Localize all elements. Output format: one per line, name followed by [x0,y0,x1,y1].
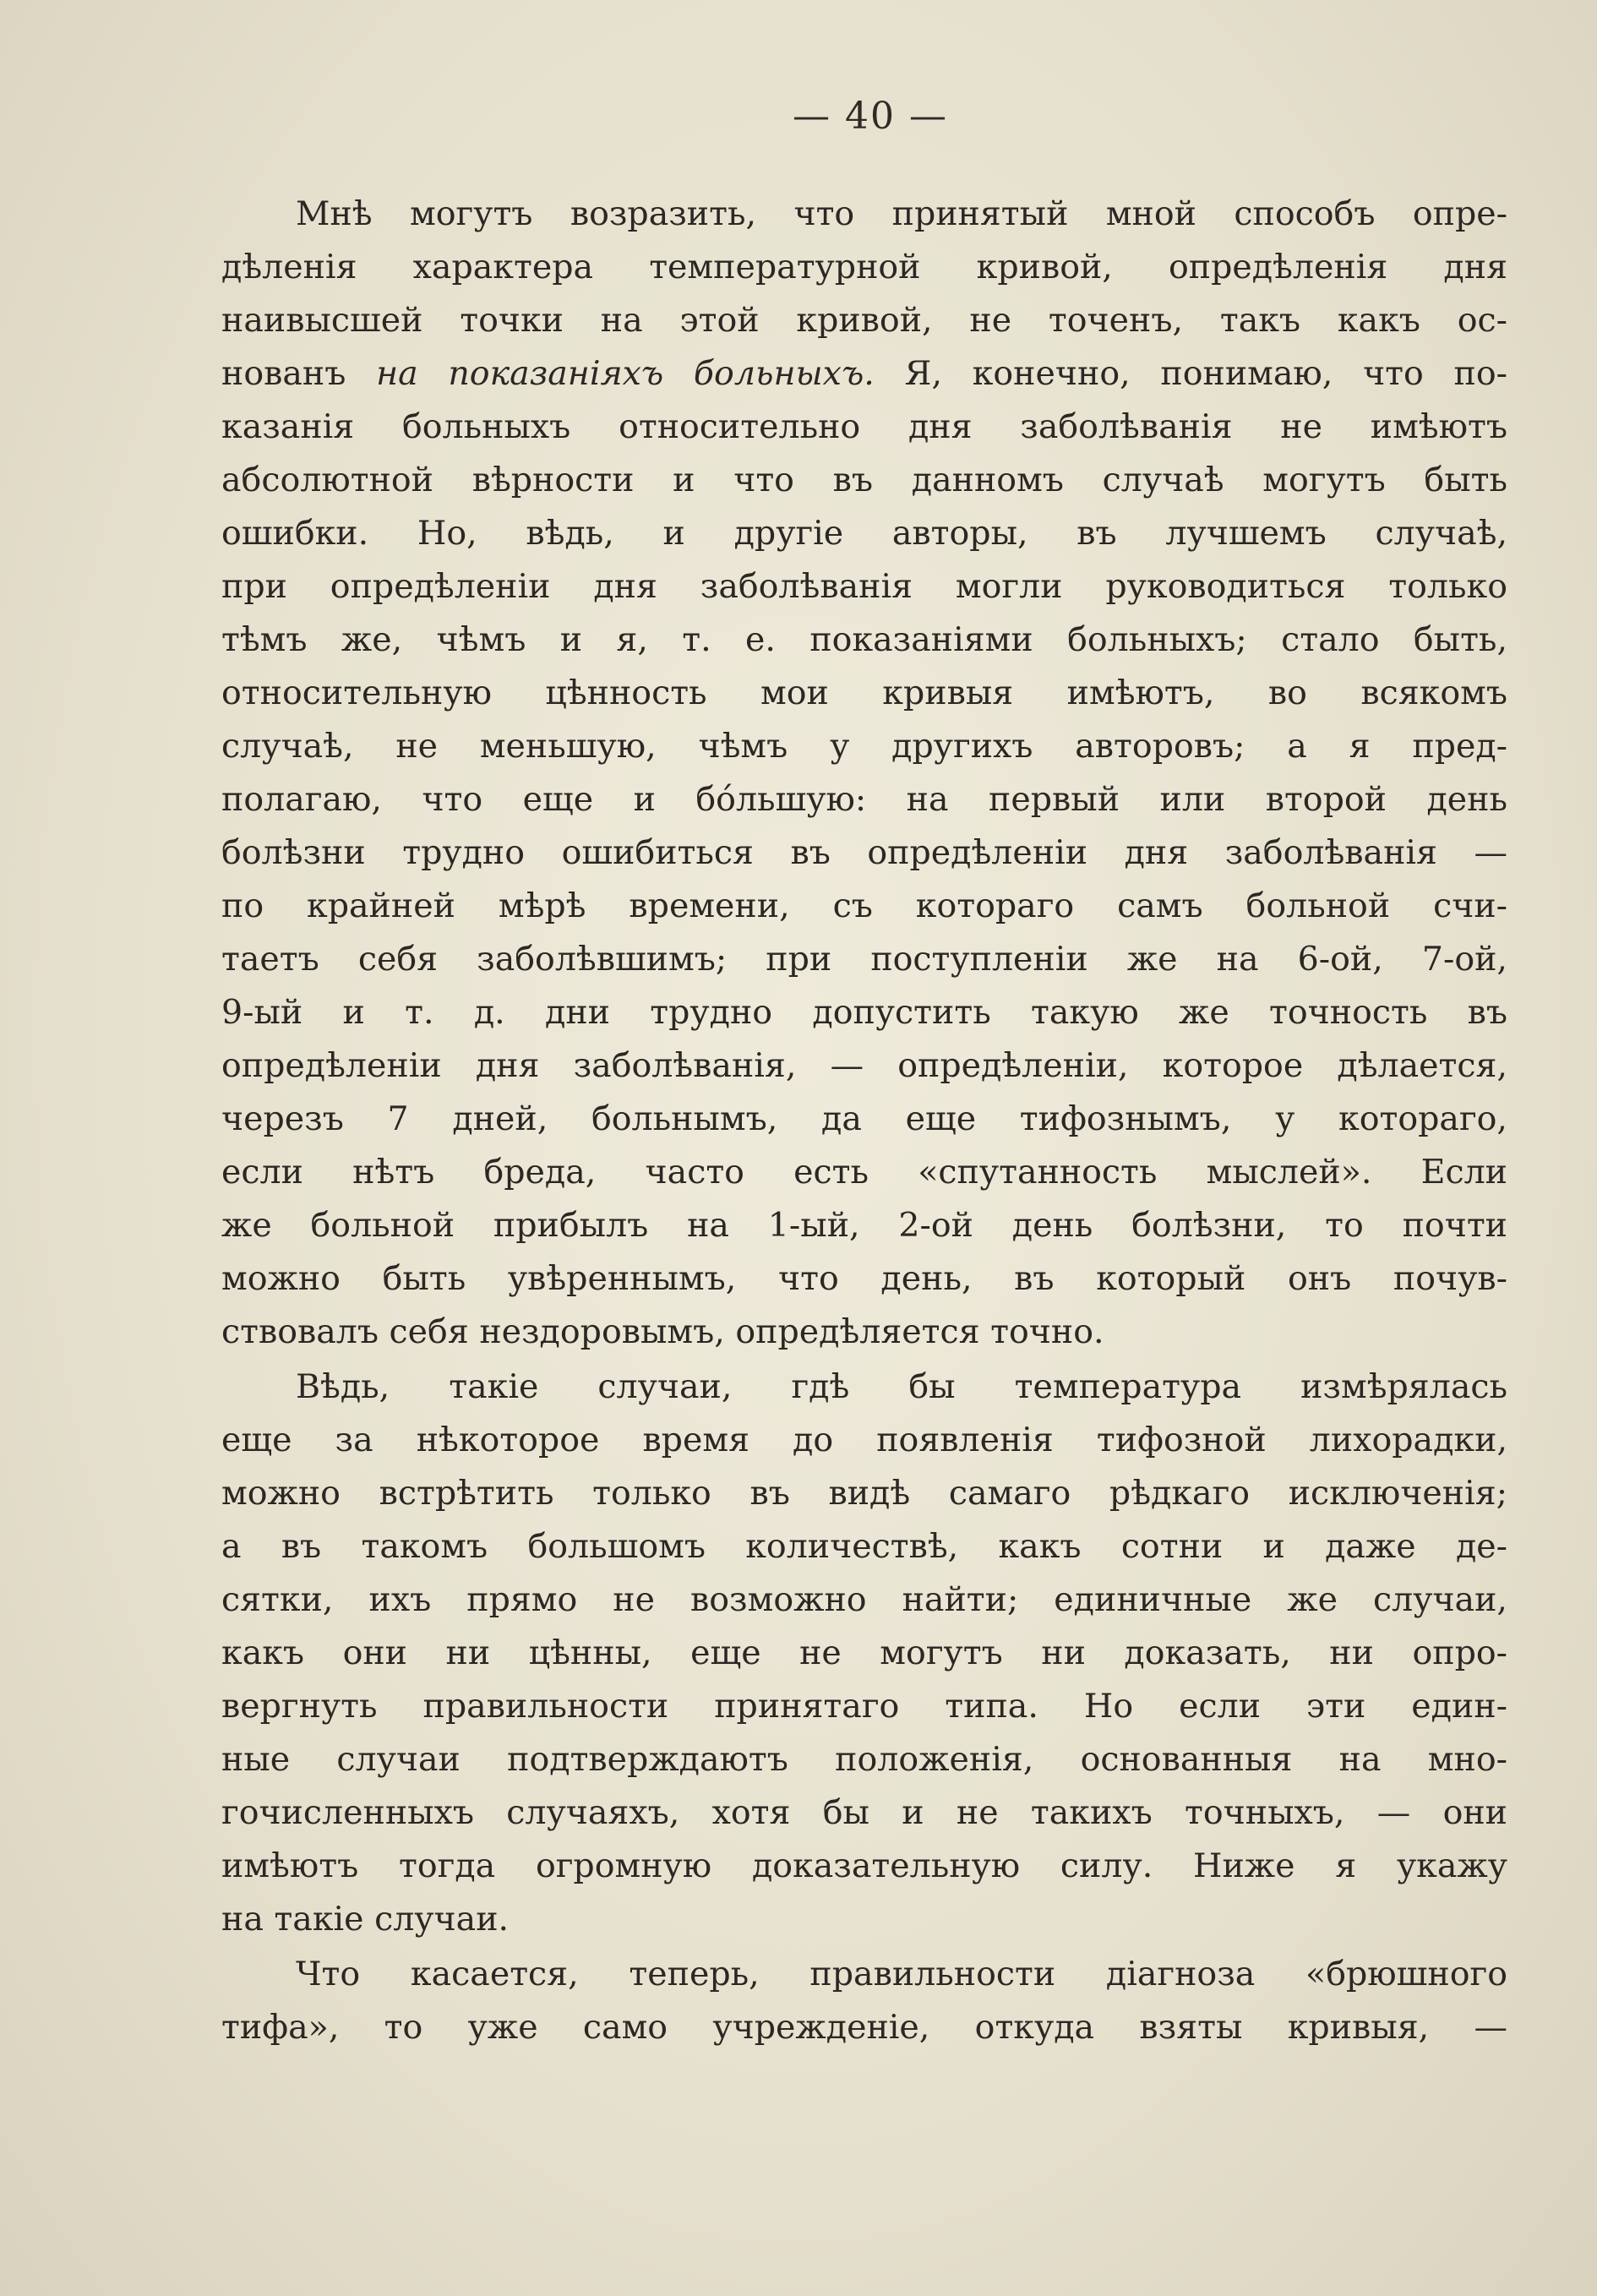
text-line: же больной прибылъ на 1-ый, 2-ой день болѣзни, то почти [221,1206,1507,1245]
text-line: абсолютной вѣрности и что въ данномъ случаѣ могутъ быть [221,461,1507,499]
text-line: ствовалъ себя нездоровымъ, опредѣляется точно. [221,1312,1104,1351]
text-line: гочисленныхъ случаяхъ, хотя бы и не такихъ точныхъ, — они [221,1793,1507,1832]
text-line: дѣленія характера температурной кривой, опредѣленія дня [221,248,1507,286]
text-line: Вѣдь, такіе случаи, гдѣ бы температура измѣрялась [296,1367,1507,1406]
paragraph-2 [221,1361,1507,1946]
text-line: Мнѣ могутъ возразить, что принятый мной способъ опре- [296,194,1507,233]
text-line: можно встрѣтить только въ видѣ самаго рѣдкаго исключенія; [221,1474,1507,1513]
text-line: еще за нѣкоторое время до появленія тифозной лихорадки, [221,1421,1507,1459]
text-line: относительную цѣнность мои кривыя имѣютъ, во всякомъ [221,674,1507,712]
paragraph-1 [221,188,1507,1359]
text-line: черезъ 7 дней, больнымъ, да еще тифознымъ, у котораго, [221,1099,1507,1138]
text-line: вергнуть правильности принятаго типа. Но если эти един- [221,1687,1507,1726]
text-line: полагаю, что еще и бóльшую: на первый или второй день [221,780,1507,819]
text-line: 9-ый и т. д. дни трудно допустить такую же точность въ [221,993,1507,1032]
text-line: тѣмъ же, чѣмъ и я, т. е. показаніями больныхъ; стало быть, [221,620,1507,659]
text-line: имѣютъ тогда огромную доказательную силу. Ниже я укажу [221,1846,1507,1885]
text-line: опредѣленіи дня заболѣванія, — опредѣленіи, которое дѣлается, [221,1046,1507,1085]
text-line: наивысшей точки на этой кривой, не точенъ, такъ какъ ос- [221,301,1507,340]
paragraph-3 [221,1948,1507,2054]
text-line: по крайней мѣрѣ времени, съ котораго самъ больной счи- [221,886,1507,925]
text-fragment: Я, конечно, понимаю, что по- [904,354,1507,393]
text-line: при опредѣленіи дня заболѣванія могли руководиться только [221,567,1507,606]
text-line: на такіе случаи. [221,1900,510,1939]
text-line: можно быть увѣреннымъ, что день, въ который онъ почув- [221,1259,1507,1298]
text-line-mixed [221,347,1507,401]
text-line: случаѣ, не меньшую, чѣмъ у другихъ авторовъ; а я пред- [221,727,1507,766]
text-line: Что касается, теперь, правильности діагноза «брюшного [296,1955,1507,1993]
text-body [221,188,1507,2054]
text-line: если нѣтъ бреда, часто есть «спутанность мыслей». Если [221,1153,1507,1192]
text-line: а въ такомъ большомъ количествѣ, какъ сотни и даже де- [221,1527,1507,1566]
text-line: казанія больныхъ относительно дня заболѣванія не имѣютъ [221,407,1507,446]
italic-phrase: на показаніяхъ больныхъ. [376,354,875,393]
text-line: какъ они ни цѣнны, еще не могутъ ни доказать, ни опро- [221,1633,1507,1672]
text-line: болѣзни трудно ошибиться въ опредѣленіи дня заболѣванія — [221,833,1507,872]
text-line: ошибки. Но, вѣдь, и другіе авторы, въ лучшемъ случаѣ, [221,514,1507,553]
text-line: ные случаи подтверждаютъ положенія, основанныя на мно- [221,1740,1507,1779]
text-line: сятки, ихъ прямо не возможно найти; единичные же случаи, [221,1580,1507,1619]
page-number: — 40 — [793,95,948,138]
text-fragment: нованъ [221,354,346,393]
text-line: таетъ себя заболѣвшимъ; при поступленіи же на 6-ой, 7-ой, [221,940,1507,979]
text-line: тифа», то уже само учрежденіе, откуда взяты кривыя, — [221,2008,1507,2047]
